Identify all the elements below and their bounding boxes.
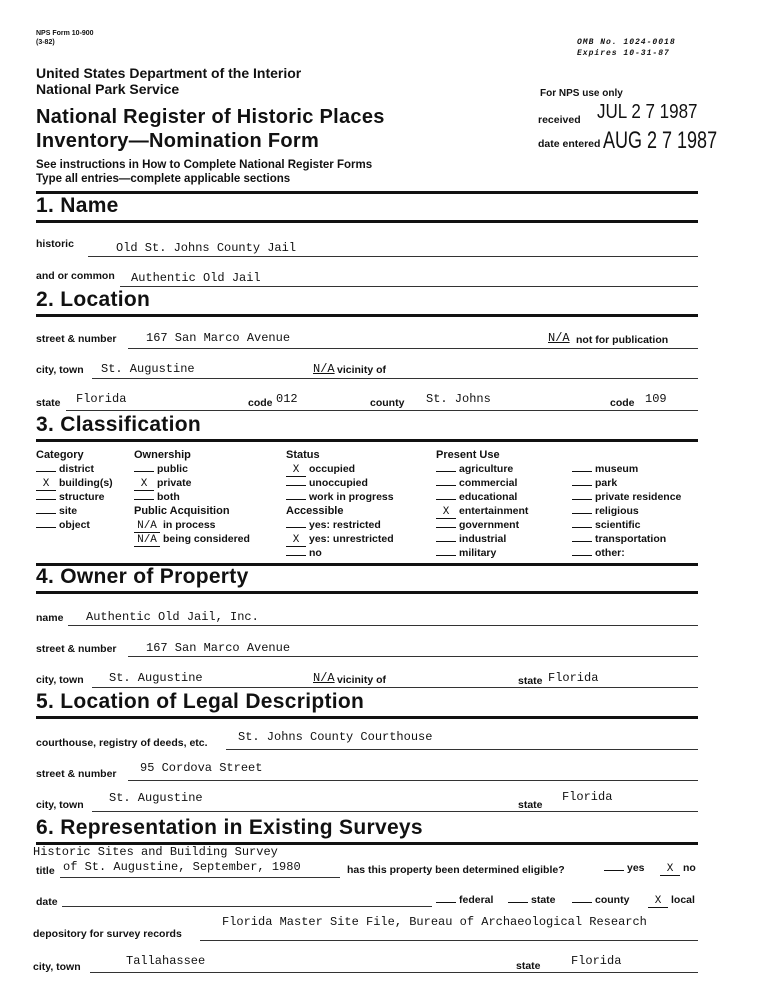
owner-name-value: Authentic Old Jail, Inc.: [86, 610, 259, 624]
field-underline: [60, 877, 340, 878]
field-underline: [68, 625, 698, 626]
eligible-question: has this property been determined eligible?: [347, 864, 565, 876]
checkbox-military[interactable]: military: [436, 547, 496, 559]
state-value: Florida: [76, 392, 127, 406]
form-title-line1: National Register of Historic Places: [36, 106, 385, 128]
state-code-value: 012: [276, 392, 298, 406]
legal-street-label: street & number: [36, 768, 117, 780]
section-rule: [36, 191, 698, 194]
field-underline: [92, 378, 698, 379]
checkbox-both[interactable]: both: [134, 491, 180, 503]
survey-date-label: date: [36, 896, 58, 908]
checkbox-occupied[interactable]: X occupied: [286, 463, 355, 477]
county-code-label: code: [610, 397, 635, 409]
category-heading: Category: [36, 449, 84, 461]
common-name-value: Authentic Old Jail: [131, 271, 261, 285]
checkbox-structure[interactable]: structure: [36, 491, 105, 503]
depository-city-value: Tallahassee: [126, 954, 206, 968]
field-underline: [226, 749, 698, 750]
vicinity-mark: N/A: [313, 362, 335, 376]
checkbox-commercial[interactable]: commercial: [436, 477, 517, 489]
field-underline: [92, 687, 698, 688]
section-rule: [36, 314, 698, 317]
checkbox-work-in-progress[interactable]: work in progress: [286, 491, 394, 503]
checkbox-county[interactable]: county: [572, 894, 629, 906]
checkbox-being-considered[interactable]: N/A being considered: [134, 533, 250, 547]
depository-city-label: city, town: [33, 961, 81, 973]
depository-state-label: state: [516, 960, 541, 972]
instructions-line1: See instructions in How to Complete National Register Forms: [36, 159, 373, 171]
checkbox-state[interactable]: state: [508, 894, 556, 906]
checkbox-transportation[interactable]: transportation: [572, 533, 666, 545]
checkbox-district[interactable]: district: [36, 463, 94, 475]
depository-value: Florida Master Site File, Bureau of Archaeological Research: [222, 915, 647, 929]
field-underline: [66, 410, 698, 411]
form-number: NPS Form 10-900: [36, 30, 94, 37]
field-underline: [120, 286, 698, 287]
field-underline: [92, 811, 698, 812]
section-1-heading: 1. Name: [36, 194, 119, 217]
checkbox-yes-unrestricted[interactable]: X yes: unrestricted: [286, 533, 394, 547]
owner-city-value: St. Augustine: [109, 671, 203, 685]
survey-title-label: title: [36, 865, 55, 877]
field-underline: [90, 972, 698, 973]
courthouse-label: courthouse, registry of deeds, etc.: [36, 737, 208, 749]
legal-city-label: city, town: [36, 799, 84, 811]
state-label: state: [36, 397, 61, 409]
vicinity-label: vicinity of: [337, 364, 387, 376]
not-for-publication-mark: N/A: [548, 331, 570, 345]
checkbox-buildings[interactable]: X building(s): [36, 477, 113, 491]
checkbox-government[interactable]: government: [436, 519, 519, 531]
field-underline: [128, 348, 698, 349]
section-5-heading: 5. Location of Legal Description: [36, 690, 365, 713]
service-name: National Park Service: [36, 81, 180, 97]
legal-state-label: state: [518, 799, 543, 811]
section-6-heading: 6. Representation in Existing Surveys: [36, 816, 423, 839]
form-revision: (3-82): [36, 39, 55, 46]
checkbox-industrial[interactable]: industrial: [436, 533, 506, 545]
section-rule: [36, 716, 698, 719]
expiration-date: Expires 10-31-87: [577, 49, 670, 58]
field-underline: [62, 906, 432, 907]
depository-state-value: Florida: [571, 954, 622, 968]
checkbox-object[interactable]: object: [36, 519, 90, 531]
section-rule: [36, 439, 698, 442]
owner-state-value: Florida: [548, 671, 599, 685]
code-label: code: [248, 397, 273, 409]
nps-use-label: For NPS use only: [540, 88, 623, 99]
present-use-heading: Present Use: [436, 449, 500, 461]
survey-title-line2: of St. Augustine, September, 1980: [63, 860, 301, 874]
checkbox-agriculture[interactable]: agriculture: [436, 463, 513, 475]
depository-label: depository for survey records: [33, 928, 182, 940]
received-label: received: [538, 114, 581, 126]
instructions-line2: Type all entries—complete applicable sections: [36, 173, 291, 185]
accessible-heading: Accessible: [286, 505, 344, 517]
public-acquisition-heading: Public Acquisition: [134, 505, 230, 517]
not-for-publication-label: not for publication: [576, 334, 669, 346]
checkbox-museum[interactable]: museum: [572, 463, 638, 475]
checkbox-private[interactable]: X private: [134, 477, 191, 491]
legal-street-value: 95 Cordova Street: [140, 761, 263, 775]
section-4-heading: 4. Owner of Property: [36, 565, 249, 588]
field-underline: [200, 940, 698, 941]
county-value: St. Johns: [426, 392, 491, 406]
field-underline: [128, 656, 698, 657]
survey-title-line1: Historic Sites and Building Survey: [33, 845, 278, 859]
owner-street-value: 167 San Marco Avenue: [146, 641, 291, 655]
field-underline: [88, 256, 698, 257]
legal-state-value: Florida: [562, 790, 613, 804]
common-name-label: and or common: [36, 270, 115, 282]
form-title-line2: Inventory—Nomination Form: [36, 130, 320, 152]
checkbox-public[interactable]: public: [134, 463, 188, 475]
checkbox-religious[interactable]: religious: [572, 505, 639, 517]
received-stamp: JUL 2 7 1987: [597, 101, 698, 123]
historic-name-value: Old St. Johns County Jail: [116, 241, 297, 255]
field-underline: [128, 780, 698, 781]
section-rule: [36, 591, 698, 594]
owner-name-label: name: [36, 612, 64, 624]
checkbox-unoccupied[interactable]: unoccupied: [286, 477, 368, 489]
section-rule: [36, 220, 698, 223]
checkbox-eligible-yes[interactable]: yes: [604, 862, 645, 874]
checkbox-local[interactable]: X local: [648, 894, 695, 908]
checkbox-entertainment[interactable]: X entertainment: [436, 505, 528, 519]
checkbox-in-process[interactable]: N/A in process: [134, 519, 216, 533]
checkbox-federal[interactable]: federal: [436, 894, 493, 906]
date-entered-label: date entered: [538, 138, 601, 150]
ownership-heading: Ownership: [134, 449, 191, 461]
historic-label: historic: [36, 238, 74, 250]
city-label: city, town: [36, 364, 84, 376]
checkbox-site[interactable]: site: [36, 505, 77, 517]
section-3-heading: 3. Classification: [36, 413, 201, 436]
county-code-value: 109: [645, 392, 667, 406]
street-label: street & number: [36, 333, 117, 345]
courthouse-value: St. Johns County Courthouse: [238, 730, 433, 744]
checkbox-scientific[interactable]: scientific: [572, 519, 641, 531]
owner-vicinity-label: vicinity of: [337, 674, 387, 686]
checkbox-park[interactable]: park: [572, 477, 617, 489]
section-2-heading: 2. Location: [36, 288, 151, 311]
owner-street-label: street & number: [36, 643, 117, 655]
legal-city-value: St. Augustine: [109, 791, 203, 805]
owner-vicinity-mark: N/A: [313, 671, 335, 685]
checkbox-other[interactable]: other:: [572, 547, 625, 559]
omb-number: OMB No. 1024-0018: [577, 38, 676, 47]
checkbox-no[interactable]: no: [286, 547, 322, 559]
date-entered-stamp: AUG 2 7 1987: [603, 127, 718, 154]
owner-state-label: state: [518, 675, 543, 687]
checkbox-eligible-no[interactable]: X no: [660, 862, 696, 876]
county-label: county: [370, 397, 405, 409]
checkbox-private-residence[interactable]: private residence: [572, 491, 681, 503]
status-heading: Status: [286, 449, 320, 461]
owner-city-label: city, town: [36, 674, 84, 686]
city-value: St. Augustine: [101, 362, 195, 376]
department-name: United States Department of the Interior: [36, 65, 302, 81]
checkbox-yes-restricted[interactable]: yes: restricted: [286, 519, 381, 531]
street-value: 167 San Marco Avenue: [146, 331, 291, 345]
checkbox-educational[interactable]: educational: [436, 491, 517, 503]
